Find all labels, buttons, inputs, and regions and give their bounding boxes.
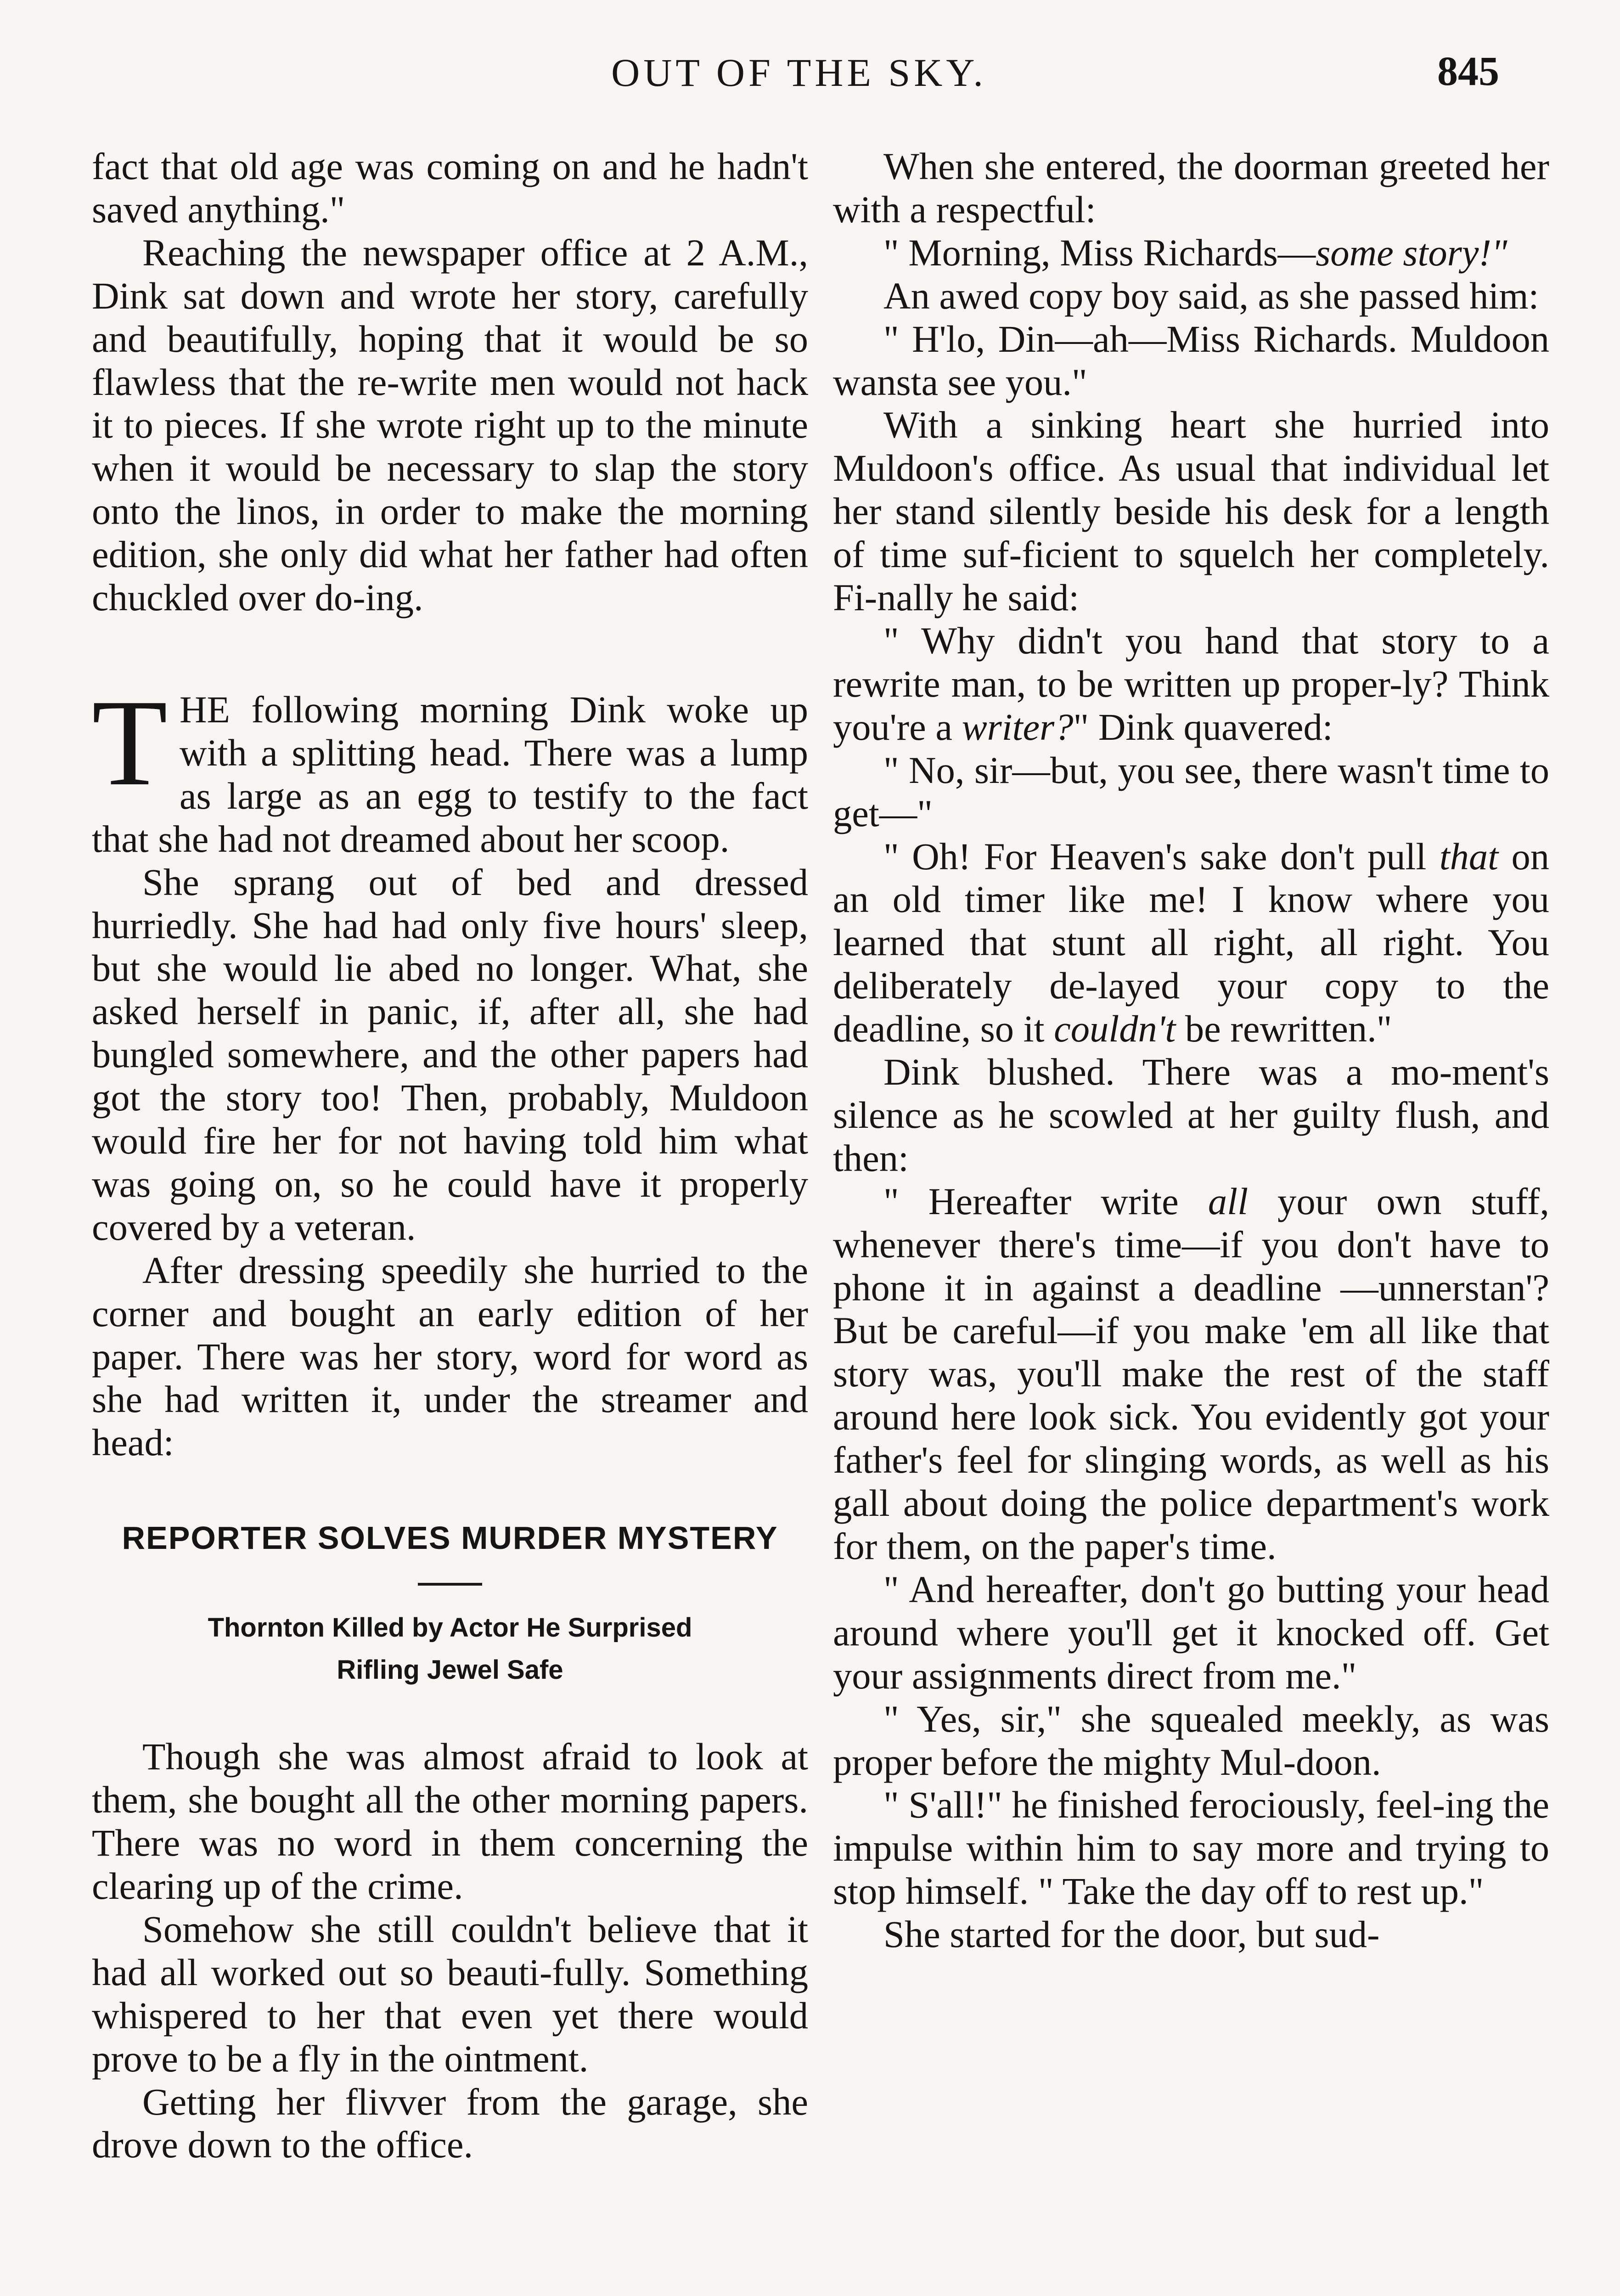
page-number: 845 (1437, 49, 1499, 94)
paragraph: fact that old age was coming on and he hadn't saved anything." (92, 145, 808, 231)
text-run: " Hereafter write (883, 1180, 1208, 1222)
paragraph: " S'all!" he finished ferociously, feel-ing the impulse within him to say more and trying to stop himself. " Take the day off to rest up." (833, 1784, 1549, 1913)
paragraph: Reaching the newspaper office at 2 A.M., Dink sat down and wrote her story, carefully and beautifully, hoping that it would be so flawless that the re-write men would not hack it to pieces. If she wrote right up to the minute when it would be necessary to slap the story onto the linos, in order to make the morning edition, she only did what her father had often chuckled over do-ing. (92, 231, 808, 619)
italic-text: some story!" (1316, 231, 1508, 274)
italic-text: writer? (962, 705, 1074, 748)
paragraph: " Yes, sir," she squealed meekly, as was proper before the mighty Mul-doon. (833, 1697, 1549, 1783)
drop-cap: T (92, 674, 168, 811)
paragraph-text: HE following morning Dink woke up with a splitting head. There was a lump as large as an egg to testify to the fact that she had not dreamed about her scoop. (92, 688, 808, 860)
text-run: " Why didn't you hand that story to a rewrite man, to be written up proper-ly? Think you're a (833, 619, 1549, 748)
paragraph (833, 619, 1549, 749)
paragraph: Somehow she still couldn't believe that it had all worked out so beauti-fully. Something whispered to her that even yet there would prove to be a fly in the ointment. (92, 1908, 808, 2080)
paragraph-dropcap (92, 674, 808, 861)
newspaper-subhead-line-1: Thornton Killed by Actor He Surprised (208, 1613, 692, 1643)
italic-text: couldn't (1054, 1007, 1176, 1050)
paragraph: " And hereafter, don't go butting your head around where you'll get it knocked off. Get your assignments direct from me." (833, 1568, 1549, 1697)
running-title: OUT OF THE SKY. (611, 51, 987, 95)
paragraph (833, 835, 1549, 1051)
text-run: " Morning, Miss Richards— (883, 231, 1316, 274)
page-header (0, 50, 1620, 105)
text-run: be rewritten." (1176, 1007, 1392, 1050)
italic-text: all (1208, 1180, 1248, 1222)
paragraph: Though she was almost afraid to look at them, she bought all the other morning papers. There was no word in them concerning the clearing up of the crime. (92, 1735, 808, 1907)
paragraph (833, 231, 1549, 275)
paragraph: After dressing speedily she hurried to the corner and bought an early edition of her paper. There was her story, word for word as she had written it, under the streamer and head: (92, 1249, 808, 1464)
paragraph: She started for the door, but sud- (883, 1913, 1380, 1956)
paragraph: Getting her flivver from the garage, she drove down to the office. (92, 2080, 808, 2166)
paragraph: With a sinking heart she hurried into Muldoon's office. As usual that individual let her stand silently beside his desk for a length of time suf-ficient to squelch her completely. Fi-nally he said: (833, 404, 1549, 619)
newspaper-headline: REPORTER SOLVES MURDER MYSTERY (122, 1520, 778, 1556)
text-run: your own stuff, whenever there's time—if you don't have to phone it in against a deadline —unnerstan'? But be careful—if you make 'em all like that story was, you'll make the rest of the staff around here look sick. You evidently got your father's feel for slinging words, as well as his gall about doing the police department's work for them, on the paper's time. (833, 1180, 1549, 1567)
paragraph: " H'lo, Din—ah—Miss Richards. Muldoon wansta see you." (833, 317, 1549, 403)
paragraph: An awed copy boy said, as she passed him: (883, 274, 1539, 317)
paragraph: She sprang out of bed and dressed hurriedly. She had had only five hours' sleep, but she would lie abed no longer. What, she asked herself in panic, if, after all, she had bungled somewhere, and the other papers had got the story too! Then, probably, Muldoon would fire her for not having told him what was going on, so he could have it properly covered by a veteran. (92, 861, 808, 1248)
paragraph: Dink blushed. There was a mo-ment's silence as he scowled at her guilty flush, and then: (833, 1051, 1549, 1179)
newspaper-headline-block (92, 1515, 808, 1691)
text-run: " Oh! For Heaven's sake don't pull (883, 835, 1440, 878)
right-column (833, 145, 1549, 1956)
text-run: " Dink quavered: (1073, 705, 1333, 748)
italic-text: that (1439, 835, 1499, 878)
paragraph: " No, sir—but, you see, there wasn't time to get—" (833, 748, 1549, 834)
paragraph (833, 1180, 1549, 1568)
newspaper-subhead-line-2: Rifling Jewel Safe (337, 1655, 563, 1685)
headline-rule (418, 1583, 482, 1586)
left-column (92, 145, 808, 2167)
text-run: on an old timer like me! I know where you learned that stunt all right, all right. You deliberately de-layed your copy to the deadline, so it (833, 835, 1549, 1050)
paragraph: When she entered, the doorman greeted her with a respectful: (833, 145, 1549, 231)
